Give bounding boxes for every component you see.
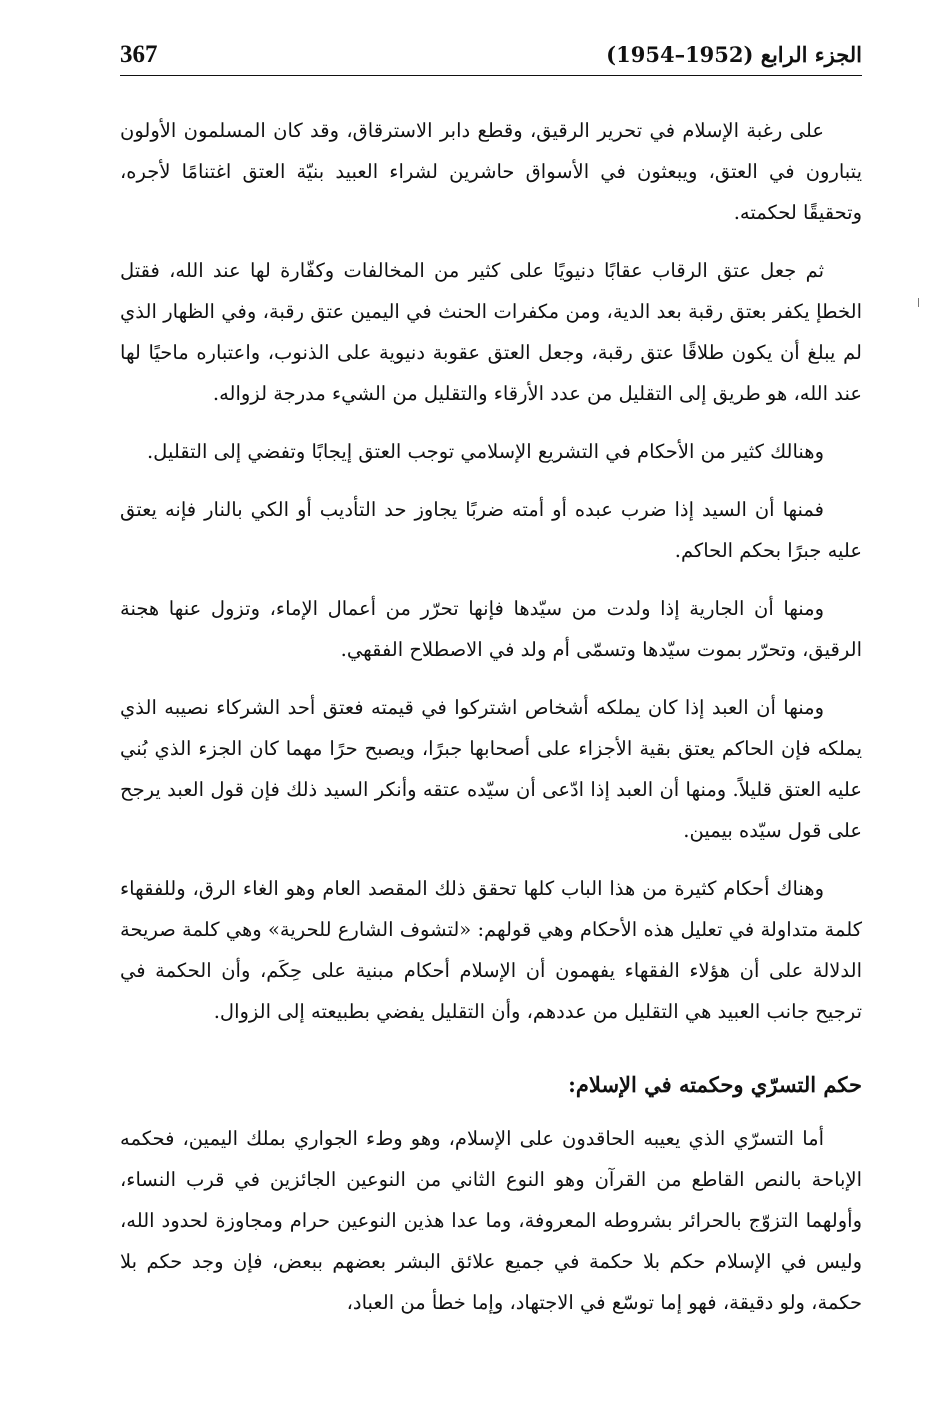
header-rule [120,75,862,76]
margin-mark [918,298,919,307]
section-paragraph: أما التسرّي الذي يعيبه الحاقدون على الإسلام، وهو وطء الجواري بملك اليمين، فحكمه الإباحة بالنص القاطع من القرآن وهو النوع الثاني من النوعين الجائزين في قرب النساء، وأولهما التزوّج بالحرائر بشروطه المعروفة، وما عدا هذين النوعين حرام ومجاوزة لحدود الله، وليس في الإسلام حكم بلا حكمة في جميع علائق البشر بعضهم ببعض، فإن وجد حكم بلا حكمة، ولو دقيقة، فهو إما توسّع في الاجتهاد، وإما خطأ من العباد، [120,1127,862,1314]
paragraph-2: ثم جعل عتق الرقاب عقابًا دنيويًا على كثير من المخالفات وكفّارة لها عند الله، فقتل الخطإ يكفر بعتق رقبة بعد الدية، ومن مكفرات الحنث في اليمين عتق رقبة، وفي الظهار الذي لم يبلغ أن يكون طلاقًا عتق رقبة، وجعل العتق عقوبة دنيوية على الذنوب، واعتباره ماحيًا لها عند الله، هو طريق إلى التقليل من عدد الأرقاء والتقليل من الشيء مدرجة لزواله. [120,259,862,405]
paragraph-4: فمنها أن السيد إذا ضرب عبده أو أمته ضربًا يجاوز حد التأديب أو الكي بالنار فإنه يعتق عليه جبرًا بحكم الحاكم. [120,498,862,562]
paragraph-3: وهنالك كثير من الأحكام في التشريع الإسلامي توجب العتق إيجابًا وتفضي إلى التقليل. [146,440,824,463]
page-body [120,110,862,1340]
paragraph-7: وهناك أحكام كثيرة من هذا الباب كلها تحقق ذلك المقصد العام وهو الغاء الرق، وللفقهاء كلمة متداولة في تعليل هذه الأحكام وهي قولهم: «لتشوف الشارع للحرية» وهي كلمة صريحة الدلالة على أن هؤلاء الفقهاء يفهمون أن الإسلام أحكام مبنية على حِكَم، وأن الحكمة في ترجيح جانب العبيد هي التقليل من عددهم، وأن التقليل يفضي بطبيعته إلى الزوال. [120,877,862,1023]
page-number: 367 [120,41,158,68]
paragraph-1: على رغبة الإسلام في تحرير الرقيق، وقطع دابر الاسترقاق، وقد كان المسلمون الأولون يتبارون في العتق، ويبعثون في الأسواق حاشرين لشراء العبيد بنيّة العتق اغتنامًا لأجره، وتحقيقًا لحكمته. [120,119,862,224]
section-heading: حكم التسرّي وحكمته في الإسلام: [568,1072,862,1097]
page-header [120,36,862,76]
paragraph-6: ومنها أن العبد إذا كان يملكه أشخاص اشتركوا في قيمته فعتق أحد الشركاء نصيبه الذي يملكه فإن الحاكم يعتق بقية الأجزاء على أصحابها جبرًا، ويصبح حرًا مهما كان الجزء الذي بُني عليه العتق قليلاً. ومنها أن العبد إذا ادّعى أن سيّده عتقه وأنكر السيد ذلك فإن قول العبد يرجح على قول سيّده بيمين. [120,696,862,842]
paragraph-5: ومنها أن الجارية إذا ولدت من سيّدها فإنها تحرّر من أعمال الإماء، وتزول عنها هجنة الرقيق، وتحرّر بموت سيّدها وتسمّى أم ولد في الاصطلاح الفقهي. [120,597,862,661]
running-title: الجزء الرابع (1952–1954) [606,42,862,67]
